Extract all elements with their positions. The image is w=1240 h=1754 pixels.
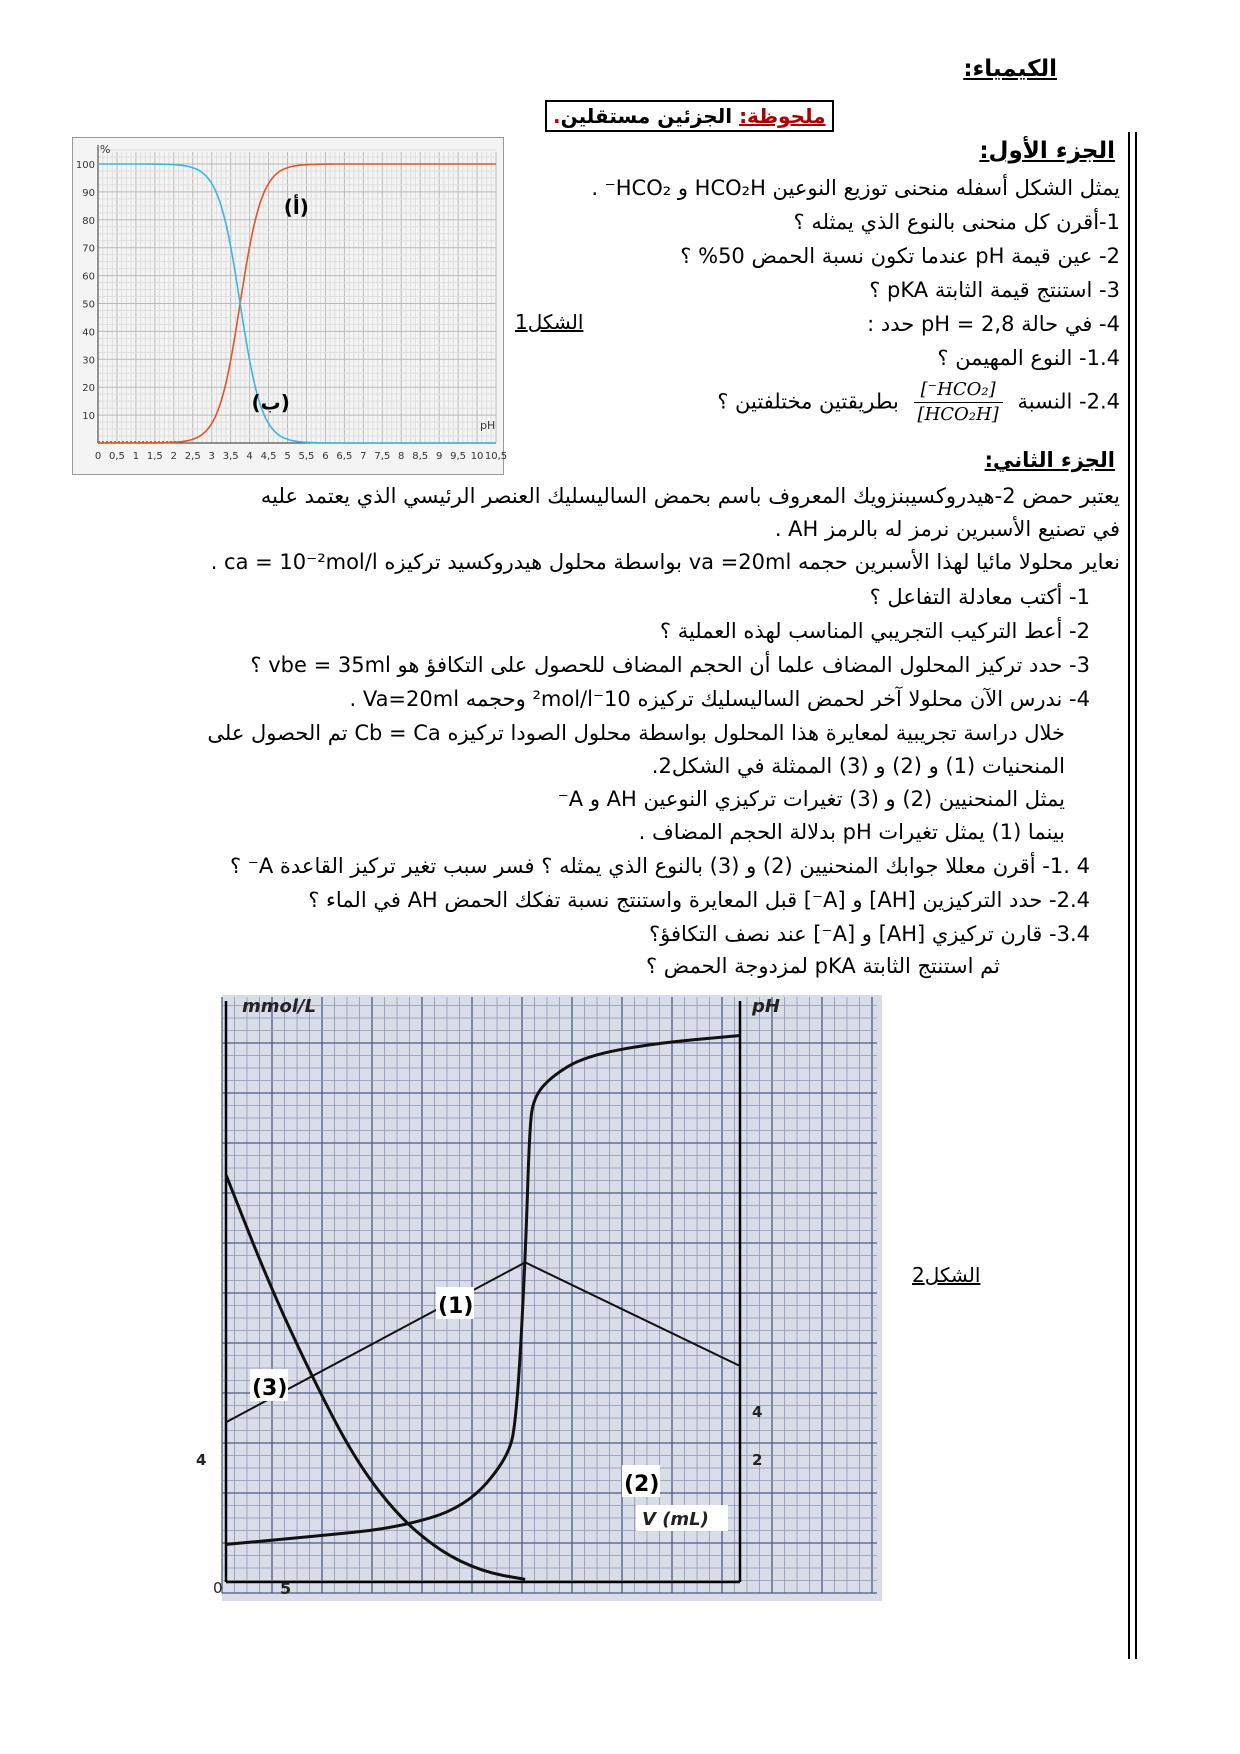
chart2-origin-label: 0 [213, 1579, 223, 1597]
part1-q42-b: بطريقتين مختلفتين ؟ [717, 389, 899, 414]
series-label-b: (ب) [251, 390, 290, 415]
figure1-caption: الشكل1 [515, 310, 584, 334]
chart1-y-tick: 10 [82, 411, 95, 423]
chart1-y-tick: 100 [75, 160, 95, 171]
part1-q42-a: 2.4- النسبة [1017, 389, 1120, 414]
curve-label-3: (3) [252, 1376, 288, 1401]
chart1-x-tick: 3 [208, 451, 215, 462]
chart1-x-tick: 1 [132, 451, 140, 462]
part2-title: الجزء الثاني: [984, 448, 1115, 472]
chart1-x-tick: 4 [246, 451, 253, 462]
part2-p3: نعاير محلولا مائيا لهذا الأسبرين حجمه va =20ml بواسطة محلول هيدروكسيد تركيزه ca = 10⁻²mol/l . [210, 550, 1120, 574]
titration-chart [196, 995, 882, 1601]
chart1-y-tick: 20 [82, 383, 95, 395]
series-label-a: (أ) [283, 195, 309, 220]
chart1-y-tick: 70 [82, 243, 95, 255]
chart1-x-tick: 10 [470, 451, 484, 462]
part2-q2: 2- أعط التركيب التجريبي المناسب لهذه العملية ؟ [659, 619, 1090, 643]
part2-p1: يعتبر حمض 2-هيدروكسيبنزويك المعروف باسم بحمض الساليسليك العنصر الرئيسي الذي يعتمد عليه [260, 484, 1120, 508]
curve-label-2: (2) [624, 1472, 660, 1497]
chart1-x-tick: 4,5 [260, 451, 277, 462]
chart1-x-tick: 5,5 [298, 451, 315, 462]
chart1-x-tick: 7,5 [374, 451, 391, 462]
chart2-right-tick-4: 4 [752, 1403, 763, 1421]
chart1-x-tick: 6 [322, 451, 329, 462]
note-box: ملحوظة: الجزئين مستقلين. [545, 100, 834, 132]
chart1-x-tick: 1,5 [146, 451, 163, 462]
chart1-x-tick: 0 [94, 451, 102, 462]
chart1-x-tick: 3,5 [222, 451, 239, 462]
part2-p2: في تصنيع الأسبرين نرمز له بالرمز AH . [774, 517, 1120, 541]
part2-q41: 4 .1- أقرن معللا جوابك المنحنيين (2) و (3) بالنوع الذي يمثله ؟ فسر سبب تغير تركيز القاعدة A⁻ ؟ [229, 854, 1090, 878]
subject-title: الكيمياء: [963, 56, 1057, 82]
chart2-background [222, 995, 882, 1601]
part1-intro: يمثل الشكل أسفله منحنى توزيع النوعين HCO₂H و HCO₂⁻ . [591, 176, 1120, 200]
part2-q4-c: المنحنيات (1) و (2) و (3) الممثلة في الشكل2. [651, 754, 1065, 778]
chart1-x-tick: 2,5 [184, 451, 201, 462]
chart1-xlabel: pH [480, 419, 496, 432]
part2-q43-b: ثم استنتج الثابتة pKA لمزدوجة الحمض ؟ [645, 954, 1000, 978]
chart1-x-tick: 8 [398, 451, 405, 462]
chart2-xlabel: V (mL) [642, 1509, 709, 1530]
part2-q4: 4- ندرس الآن محلولا آخر لحمض الساليسليك تركيزه 10⁻²mol/l وحجمه Va=20ml . [349, 687, 1090, 711]
curve-label-1: (1) [438, 1294, 474, 1319]
margin-rule-right [1135, 132, 1137, 1659]
chart1-x-tick: 0,5 [108, 451, 125, 462]
chart1-x-tick: 5 [284, 451, 291, 462]
chart1-y-tick: 30 [82, 355, 95, 367]
chart1-x-tick: 9,5 [450, 451, 467, 462]
part2-q3: 3- حدد تركيز المحلول المضاف علما أن الحجم المضاف للحصول على التكافؤ هو vbe = 35ml ؟ [250, 653, 1090, 677]
chart1-x-tick: 10,5 [484, 451, 508, 462]
part1-q4: 4- في حالة pH = 2,8 حدد : [867, 312, 1120, 336]
ratio-fraction [914, 378, 1003, 427]
ratio-denominator: [HCO₂H] [917, 404, 999, 425]
chart1-y-tick: 60 [82, 271, 95, 283]
chart1-x-tick: 9 [435, 451, 443, 462]
chart1-x-tick: 2 [170, 451, 177, 462]
part2-q4-b: خلال دراسة تجريبية لمعايرة هذا المحلول بواسطة محلول الصودا تركيزه Cb = Ca تم الحصول على [207, 721, 1065, 745]
chart1-x-tick: 8,5 [412, 451, 429, 462]
chart1-y-tick: 50 [82, 299, 95, 311]
part2-q43: 3.4- قارن تركيزي [AH] و [A⁻] عند نصف التكافؤ؟ [648, 922, 1090, 946]
chart2-ylabel-right: pH [752, 996, 780, 1017]
chart1-ylabel: % [100, 143, 111, 156]
ratio-numerator: [HCO₂⁻] [914, 378, 1003, 403]
part1-q2: 2- عين قيمة pH عندما تكون نسبة الحمض 50% ؟ [680, 244, 1120, 268]
part2-q4-e: بينما (1) يمثل تغيرات pH بدلالة الحجم المضاف . [638, 820, 1065, 844]
chart1-y-tick: 90 [82, 187, 95, 199]
part1-q41: 1.4- النوع المهيمن ؟ [937, 346, 1120, 370]
chart2-x-tick-5: 5 [280, 1579, 292, 1598]
part2-q4-d: يمثل المنحنيين (2) و (3) تغيرات تركيزي النوعين AH و A⁻ [557, 787, 1065, 811]
part1-q42 [717, 378, 1120, 427]
margin-rule-left [1128, 132, 1130, 1659]
note-text: الجزئين مستقلين [560, 104, 733, 128]
part2-q1: 1- أكتب معادلة التفاعل ؟ [869, 585, 1090, 609]
chart1-x-tick: 7 [360, 451, 367, 462]
distribution-chart [72, 137, 508, 475]
note-label: ملحوظة: [739, 104, 826, 128]
chart2-ylabel-left: mmol/L [242, 996, 317, 1017]
chart1-x-tick: 6,5 [336, 451, 353, 462]
chart2-right-tick-2: 2 [752, 1451, 763, 1469]
part1-q1: 1-أقرن كل منحنى بالنوع الذي يمثله ؟ [793, 210, 1120, 234]
figure2-caption: الشكل2 [912, 1263, 981, 1287]
chart1-y-tick: 40 [82, 327, 95, 339]
chart2-left-tick-4: 4 [196, 1451, 207, 1469]
chart1-y-tick: 80 [82, 215, 95, 227]
part2-q42: 2.4- حدد التركيزين [AH] و [A⁻] قبل المعايرة واستنتج نسبة تفكك الحمض AH في الماء ؟ [308, 888, 1090, 912]
part1-title: الجزء الأول: [979, 138, 1115, 164]
part1-q3: 3- استنتج قيمة الثابتة pKA ؟ [869, 278, 1120, 302]
